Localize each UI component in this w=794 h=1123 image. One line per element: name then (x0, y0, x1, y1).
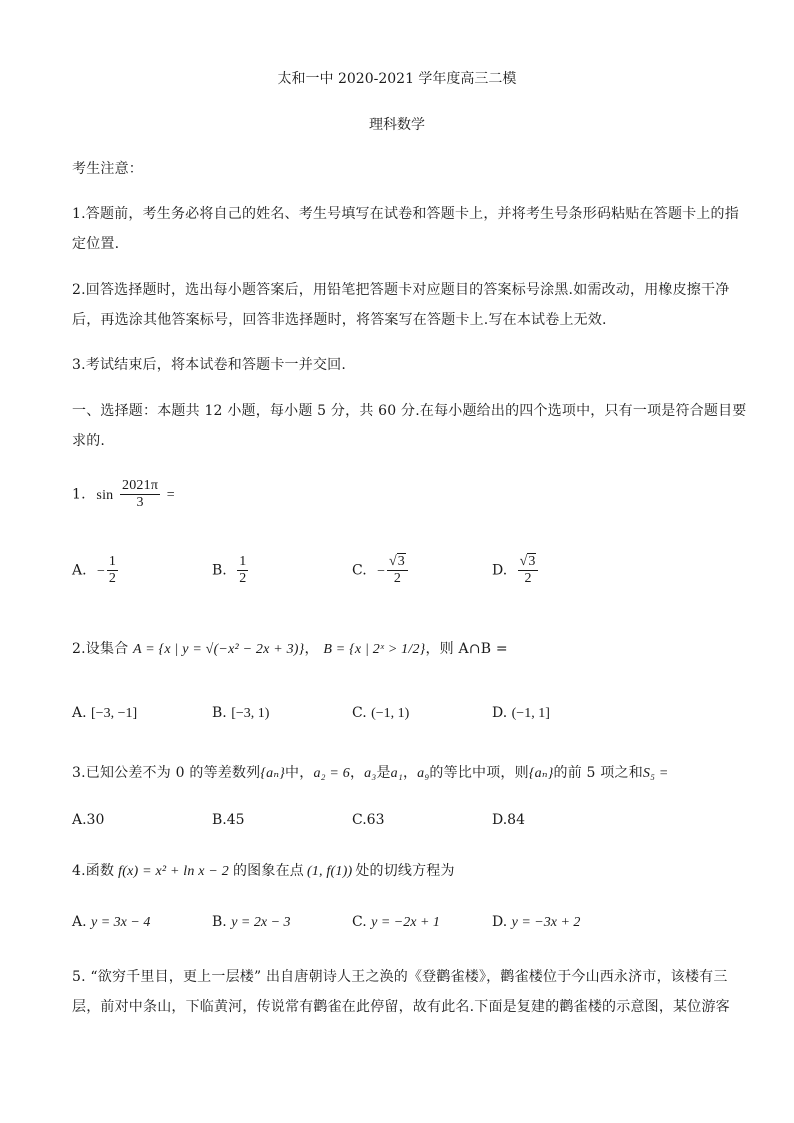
question-3-term: a₃ (364, 766, 377, 781)
question-4-option-d (492, 914, 580, 931)
option-denominator: 2 (393, 571, 401, 587)
question-3-option-a: A.30 (72, 812, 105, 828)
question-3-text: 中， (285, 765, 314, 781)
option-value: y = 3x − 4 (91, 915, 151, 930)
question-3-sequence: {aₙ} (528, 766, 554, 781)
option-label: B. (212, 705, 227, 721)
question-2-prefix: 2.设集合 (72, 641, 129, 657)
option-value: [−3, −1] (91, 706, 138, 721)
section-1-line-2: 求的. (72, 433, 106, 449)
option-denominator: 2 (524, 571, 532, 587)
radicand: 3 (397, 554, 405, 569)
question-1-equals: = (166, 487, 175, 503)
option-value: y = 2x − 3 (231, 915, 291, 930)
question-4-function: f(x) = x² + ln x − 2 (118, 864, 229, 879)
option-value: y = −3x + 2 (511, 915, 581, 930)
option-denominator: 2 (108, 571, 116, 587)
option-value: [−3, 1) (231, 706, 270, 721)
notice-item-2-line-2: 后，再选涂其他答案标号，回答非选择题时，将答案写在答题卡上.写在本试卷上无效. (72, 312, 607, 328)
question-3-sequence: {aₙ} (260, 766, 286, 781)
question-3-option-c: C.63 (352, 812, 385, 828)
option-numerator: 1 (237, 554, 248, 571)
question-1-option-c (352, 554, 410, 587)
option-fraction (518, 554, 539, 587)
question-1-numerator: 2021π (120, 478, 160, 495)
question-1-fraction (120, 478, 160, 511)
option-label: A. (72, 914, 87, 930)
question-3-text: 的等比中项，则 (429, 765, 529, 781)
option-label: B. (212, 562, 227, 579)
exam-subject: 理科数学 (369, 117, 425, 133)
option-value: y = −2x + 1 (371, 915, 440, 930)
question-4-option-c (352, 914, 440, 931)
sqrt-icon: √ (389, 554, 397, 569)
option-denominator: 2 (239, 571, 247, 587)
option-label: A. (72, 562, 87, 579)
option-label: C. (352, 914, 367, 930)
notice-item-1-line-1: 1.答题前，考生务必将自己的姓名、考生号填写在试卷和答题卡上，并将考生号条形码粘贴在答题卡上的指 (72, 206, 739, 222)
question-1-option-a (72, 554, 120, 587)
question-1-option-b (212, 554, 250, 587)
option-value: (−1, 1) (371, 706, 410, 721)
question-3-text: ， (349, 765, 365, 781)
question-4-text: 4.函数 (72, 863, 115, 879)
radicand: 3 (528, 554, 536, 569)
notice-item-2-line-1: 2.回答选择题时，选出每小题答案后，用铅笔把答题卡对应题目的答案标号涂黑.如需改动，用橡皮擦干净 (72, 282, 730, 298)
question-2-set-a: A = {x | y = √(−x² − 2x + 3)} (133, 642, 305, 657)
question-2 (72, 638, 508, 658)
option-numerator (518, 554, 539, 571)
question-3-term: a₉ (417, 766, 430, 781)
notice-item-1-line-2: 定位置. (72, 236, 120, 252)
option-value: (−1, 1] (511, 706, 550, 721)
option-numerator (387, 554, 408, 571)
question-2-suffix: ，则 A∩B = (425, 641, 508, 657)
exam-title: 太和一中 2020-2021 学年度高三二模 (277, 71, 517, 87)
question-2-option-d (492, 705, 550, 722)
notice-heading: 考生注意： (72, 161, 143, 177)
option-label: C. (352, 562, 367, 579)
question-3-text: 3.已知公差不为 0 的等差数列 (72, 765, 261, 781)
question-1-option-d (492, 554, 540, 587)
question-2-separator: ， (304, 641, 319, 657)
question-3 (72, 762, 669, 782)
option-label: D. (492, 705, 508, 721)
question-4-text: 的图象在点 (232, 863, 304, 879)
question-5-line-1: 5. “欲穷千里目，更上一层楼” 出自唐朝诗人王之涣的《登鹳雀楼》，鹳雀楼位于今山西永济市，该楼有三 (72, 969, 728, 985)
notice-item-3: 3.考试结束后，将本试卷和答题卡一并交回. (72, 357, 347, 373)
question-4-option-b (212, 914, 291, 931)
question-1 (72, 478, 175, 511)
question-3-option-b: B.45 (212, 812, 245, 828)
option-label: D. (492, 914, 508, 930)
question-4-point: (1, f(1)) (306, 864, 353, 879)
question-1-number: 1. (72, 486, 86, 503)
option-label: B. (212, 914, 227, 930)
question-3-text: 是 (376, 765, 391, 781)
question-3-text: ， (402, 765, 418, 781)
question-5-line-2: 层，前对中条山，下临黄河，传说常有鹳雀在此停留，故有此名.下面是复建的鹳雀楼的示意图，某位游客 (72, 999, 730, 1015)
question-4-option-a (72, 914, 150, 931)
question-2-option-c (352, 705, 409, 722)
question-4 (72, 860, 455, 880)
sqrt-icon: √ (519, 554, 528, 569)
option-label: A. (72, 705, 87, 721)
section-1-line-1: 一、选择题：本题共 12 小题，每小题 5 分，共 60 分.在每小题给出的四个选项中，只有一项是符合题目要 (72, 403, 747, 419)
question-3-condition: a₂ = 6 (313, 766, 350, 781)
option-sign: − (377, 563, 386, 579)
option-fraction (387, 554, 408, 587)
question-3-option-d: D.84 (492, 812, 525, 828)
option-fraction (237, 554, 248, 587)
question-3-sum: S₅ = (642, 766, 669, 781)
option-numerator: 1 (107, 554, 118, 571)
option-label: D. (492, 562, 508, 579)
question-3-text: 的前 5 项之和 (553, 765, 643, 781)
question-4-text: 处的切线方程为 (355, 863, 455, 879)
option-sign: − (97, 563, 105, 579)
question-2-set-b: B = {x | 2ˣ > 1/2} (323, 642, 426, 657)
option-label: C. (352, 705, 367, 721)
question-2-option-a (72, 705, 137, 722)
question-1-func: sin (96, 487, 114, 503)
question-2-option-b (212, 705, 269, 722)
option-fraction (107, 554, 118, 587)
question-3-term: a₁ (390, 766, 403, 781)
question-1-denominator: 3 (136, 495, 144, 511)
